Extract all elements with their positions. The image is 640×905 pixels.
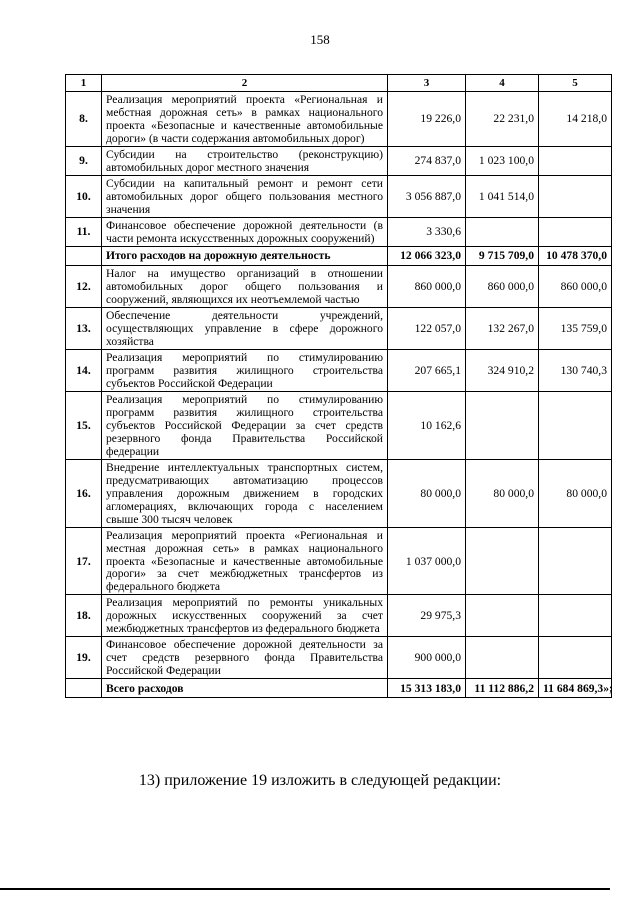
- value-col-3: 10 162,6: [388, 391, 466, 459]
- row-number: 16.: [66, 459, 102, 527]
- value-col-3: 274 837,0: [388, 146, 466, 175]
- value-col-3: 3 330,6: [388, 217, 466, 246]
- value-col-4: 132 267,0: [466, 307, 539, 349]
- value-col-4: 22 231,0: [466, 92, 539, 147]
- table-total-row: [66, 246, 612, 265]
- value-col-4: 860 000,0: [466, 265, 539, 307]
- value-col-5: 860 000,0: [539, 265, 612, 307]
- table-row: [66, 349, 612, 391]
- value-col-4: [466, 391, 539, 459]
- value-col-3: 122 057,0: [388, 307, 466, 349]
- table-row: [66, 307, 612, 349]
- row-number: 17.: [66, 527, 102, 595]
- row-description: Реализация мероприятий проекта «Региональная и местная дорожная сеть» в рамках национального проекта «Безопасные и качественные автомобильные дороги» за счет межбюджетных трансфертов из федерального бюджета: [102, 527, 388, 595]
- value-col-5: [539, 595, 612, 637]
- value-col-5: [539, 175, 612, 217]
- road-expenses-table: [65, 74, 612, 698]
- value-col-5: 11 684 869,3»;: [539, 679, 612, 698]
- table-row: [66, 217, 612, 246]
- value-col-5: [539, 527, 612, 595]
- row-number: 14.: [66, 349, 102, 391]
- value-col-5: 14 218,0: [539, 92, 612, 147]
- value-col-5: [539, 637, 612, 679]
- row-description: Налог на имущество организаций в отношении автомобильных дорог общего пользования и сооружений, являющихся их неотъемлемой частью: [102, 265, 388, 307]
- row-description: Субсидии на капитальный ремонт и ремонт сети автомобильных дорог общего пользования местного значения: [102, 175, 388, 217]
- table-row: [66, 265, 612, 307]
- value-col-5: 10 478 370,0: [539, 246, 612, 265]
- row-number: 13.: [66, 307, 102, 349]
- table-row: [66, 595, 612, 637]
- table-row: [66, 146, 612, 175]
- value-col-4: [466, 217, 539, 246]
- value-col-5: [539, 217, 612, 246]
- value-col-4: 1 041 514,0: [466, 175, 539, 217]
- row-description: Внедрение интеллектуальных транспортных систем, предусматривающих автоматизацию процессов управления дорожным движением в городских агломерациях, включающих города с населением свыше 300 тысяч человек: [102, 459, 388, 527]
- row-description: Итого расходов на дорожную деятельность: [102, 246, 388, 265]
- table-row: [66, 637, 612, 679]
- row-description: Всего расходов: [102, 679, 388, 698]
- value-col-5: 135 759,0: [539, 307, 612, 349]
- value-col-4: 11 112 886,2: [466, 679, 539, 698]
- value-col-4: 80 000,0: [466, 459, 539, 527]
- column-header: 2: [102, 75, 388, 92]
- page-number: 158: [310, 32, 330, 47]
- row-number: 12.: [66, 265, 102, 307]
- value-col-4: [466, 595, 539, 637]
- value-col-5: [539, 391, 612, 459]
- value-col-3: 3 056 887,0: [388, 175, 466, 217]
- table-total-row: [66, 679, 612, 698]
- value-col-4: 324 910,2: [466, 349, 539, 391]
- row-number: 11.: [66, 217, 102, 246]
- value-col-5: 80 000,0: [539, 459, 612, 527]
- value-col-3: 900 000,0: [388, 637, 466, 679]
- row-number: [66, 246, 102, 265]
- row-description: Реализация мероприятий проекта «Региональная и мебстная дорожная сеть» в рамках национального проекта «Безопасные и качественные автомобильные дороги» (в части содержания автомобильных дорог): [102, 92, 388, 147]
- column-header: 1: [66, 75, 102, 92]
- column-header: 4: [466, 75, 539, 92]
- value-col-4: 1 023 100,0: [466, 146, 539, 175]
- row-number: 9.: [66, 146, 102, 175]
- value-col-3: 12 066 323,0: [388, 246, 466, 265]
- table-row: [66, 92, 612, 147]
- row-description: Обеспечение деятельности учреждений, осуществляющих управление в сфере дорожного хозяйства: [102, 307, 388, 349]
- table-row: [66, 527, 612, 595]
- value-col-3: 19 226,0: [388, 92, 466, 147]
- column-header: 3: [388, 75, 466, 92]
- value-col-4: [466, 637, 539, 679]
- table-row: [66, 175, 612, 217]
- amendment-text: 13) приложение 19 изложить в следующей редакции:: [138, 772, 502, 789]
- value-col-3: 29 975,3: [388, 595, 466, 637]
- table-row: [66, 459, 612, 527]
- row-number: 10.: [66, 175, 102, 217]
- row-number: 18.: [66, 595, 102, 637]
- value-col-3: 1 037 000,0: [388, 527, 466, 595]
- table-header-row: [66, 75, 612, 92]
- row-description: Субсидии на строительство (реконструкцию) автомобильных дорог местного значения: [102, 146, 388, 175]
- value-col-5: [539, 146, 612, 175]
- value-col-3: 80 000,0: [388, 459, 466, 527]
- row-number: [66, 679, 102, 698]
- row-description: Реализация мероприятий по стимулированию программ развития жилищного строительства субъектов Российской Федерации: [102, 349, 388, 391]
- row-number: 15.: [66, 391, 102, 459]
- row-number: 8.: [66, 92, 102, 147]
- column-header: 5: [539, 75, 612, 92]
- value-col-4: 9 715 709,0: [466, 246, 539, 265]
- table-row: [66, 391, 612, 459]
- row-description: Финансовое обеспечение дорожной деятельности (в части ремонта искусственных дорожных сооружений): [102, 217, 388, 246]
- row-description: Реализация мероприятий по ремонты уникальных дорожных искусственных сооружений за счет межбюджетных трансфертов из федерального бюджета: [102, 595, 388, 637]
- value-col-3: 15 313 183,0: [388, 679, 466, 698]
- bottom-rule: [0, 888, 610, 890]
- value-col-5: 130 740,3: [539, 349, 612, 391]
- value-col-3: 860 000,0: [388, 265, 466, 307]
- row-description: Реализация мероприятий по стимулированию программ развития жилищного строительства субъектов Российской Федерации за счет средств резервного фонда Правительства Российской федерации: [102, 391, 388, 459]
- value-col-3: 207 665,1: [388, 349, 466, 391]
- value-col-4: [466, 527, 539, 595]
- row-number: 19.: [66, 637, 102, 679]
- row-description: Финансовое обеспечение дорожной деятельности за счет средств резервного фонда Правительства Российской Федерации: [102, 637, 388, 679]
